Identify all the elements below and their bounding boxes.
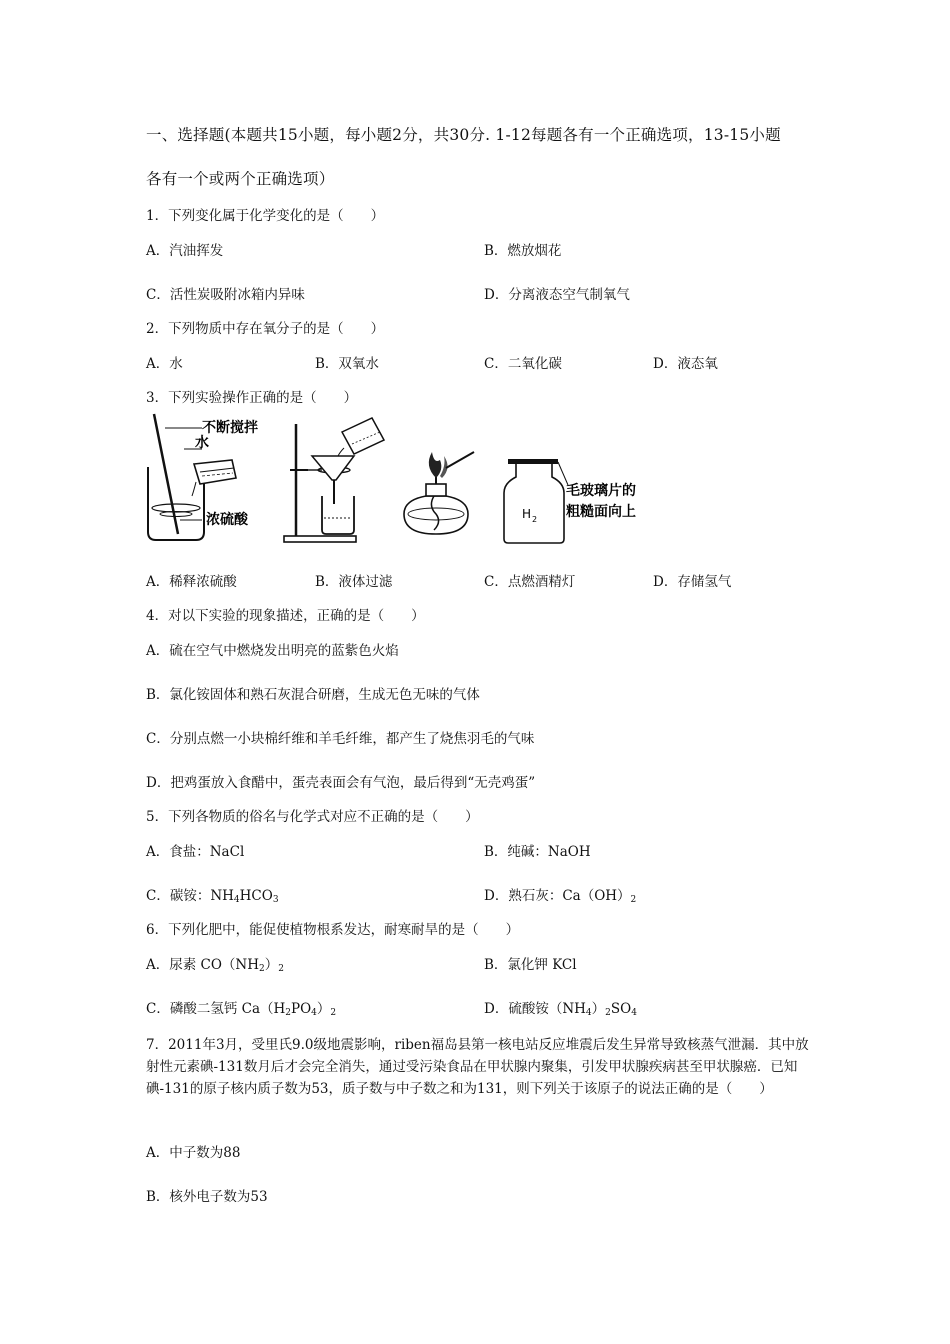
question-6-option-d: D．硫酸铵$(NH_4)_2SO_4$ xyxy=(484,1001,637,1018)
question-7-stem: 7．2011年3月，受里氏9.0级地震影响，riben福岛县第一核电站反应堆震后发生异常导致核蒸气泄漏．其中放射性元素碘-131数月后才会完全消失，通过受污染食品在甲状腺内聚集，引发甲状腺疾病甚至甲状腺癌．已知碘-131的原子核内质子数为53，质子数与中子数之和为131，则下列关于该原子的说法正确的是（ ） xyxy=(146,1037,809,1097)
question-4-option-d: D．把鸡蛋放入食醋中，蛋壳表面会有气泡，最后得到“无壳鸡蛋” xyxy=(146,775,536,791)
question-4-option-c: C．分别点燃一小块棉纤维和羊毛纤维，都产生了烧焦羽毛的气味 xyxy=(146,731,535,747)
question-3-option-d: D．存储氢气 xyxy=(653,574,732,590)
question-2-option-b: B．双氧水 xyxy=(315,356,379,372)
question-3-stem: 3．下列实验操作正确的是（ ） xyxy=(146,390,358,406)
question-5-stem: 5．下列各物质的俗名与化学式对应不正确的是（ ） xyxy=(146,809,479,825)
section-heading-line1: 一、选择题(本题共15小题，每小题2分，共30分. 1-12每题各有一个正确选项，13-15小题 xyxy=(146,126,781,144)
figure-label-stirring: 不断搅拌 xyxy=(202,420,258,436)
question-2-option-a: A．水 xyxy=(146,356,183,372)
question-1-stem: 1．下列变化属于化学变化的是（ ） xyxy=(146,208,385,224)
figure-gas-symbol: H xyxy=(522,507,532,521)
section-heading-line2: 各有一个或两个正确选项） xyxy=(146,170,335,188)
question-2-option-d: D．液态氧 xyxy=(653,356,718,372)
svg-text:2: 2 xyxy=(532,515,538,524)
question-3-option-b: B．液体过滤 xyxy=(315,574,393,590)
figure-label-conc-acid: 浓硫酸 xyxy=(206,512,248,528)
question-6-option-c: C．磷酸二氢钙 $Ca(H_2PO_4)_2$ xyxy=(146,1001,337,1018)
question-4-stem: 4．对以下实验的现象描述，正确的是（ ） xyxy=(146,608,425,624)
figure-alcohol-lamp xyxy=(398,448,478,547)
question-6-option-b: B．氯化钾 KCl xyxy=(484,957,577,973)
question-6-stem: 6．下列化肥中，能促使植物根系发达，耐寒耐旱的是（ ） xyxy=(146,922,520,938)
question-5-option-d: D．熟石灰：$Ca(OH)_2$ xyxy=(484,888,637,905)
question-1-option-b: B．燃放烟花 xyxy=(484,243,562,259)
question-4-option-a: A．硫在空气中燃烧发出明亮的蓝紫色火焰 xyxy=(146,643,399,659)
question-6-option-a: A．尿素 $CO(NH_2)_2$ xyxy=(146,957,284,974)
question-5-option-a: A．食盐：NaCl xyxy=(146,844,245,860)
question-5-option-c: C．碳铵：$NH_4HCO_3$ xyxy=(146,888,279,905)
question-2-stem: 2．下列物质中存在氧分子的是（ ） xyxy=(146,321,385,337)
question-3-option-c: C．点燃酒精灯 xyxy=(484,574,576,590)
figure-filtration xyxy=(282,412,392,551)
figure-dilute-acid xyxy=(140,412,270,551)
figure-hydrogen-bottle xyxy=(498,455,638,551)
question-4-option-b: B．氯化铵固体和熟石灰混合研磨，生成无色无味的气体 xyxy=(146,687,480,703)
question-2-option-c: C．二氧化碳 xyxy=(484,356,562,372)
question-1-option-a: A．汽油挥发 xyxy=(146,243,224,259)
figure-label-water: 水 xyxy=(195,435,209,451)
figure-label-frosted-1: 毛玻璃片的 xyxy=(566,483,636,499)
question-3-option-a: A．稀释浓硫酸 xyxy=(146,574,237,590)
figure-label-frosted-2: 粗糙面向上 xyxy=(566,504,636,520)
question-7-option-a: A．中子数为88 xyxy=(146,1145,241,1161)
question-7-option-b: B．核外电子数为53 xyxy=(146,1189,268,1205)
question-1-option-d: D．分离液态空气制氧气 xyxy=(484,287,630,303)
question-1-option-c: C．活性炭吸附冰箱内异味 xyxy=(146,287,305,303)
question-5-option-b: B．纯碱：NaOH xyxy=(484,844,591,860)
